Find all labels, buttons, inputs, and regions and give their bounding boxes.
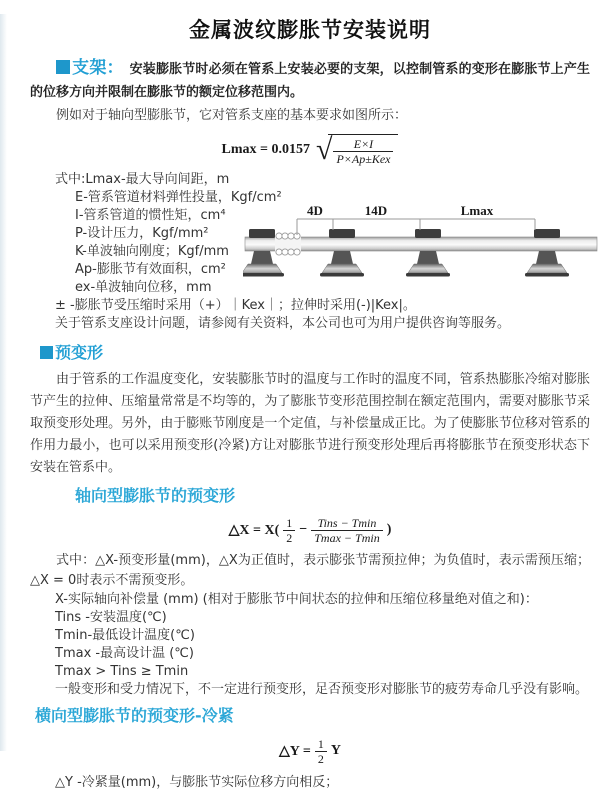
definition-line: Ap-膨胀节有效面积，cm²	[75, 262, 226, 277]
lmax-formula-denominator: P×Ap±Kex	[336, 152, 391, 166]
pipe-support	[525, 229, 569, 277]
predeform-section-heading	[40, 342, 590, 364]
fraction-numerator: Tins − Tmin	[311, 516, 382, 531]
axial-predeform-subheading: 轴向型膨胀节的预变形	[75, 486, 236, 505]
axial-definition-line: Tmin-最低设计温度(℃)	[55, 628, 195, 643]
delta-x-formula-lhs: △X = X(	[228, 522, 280, 538]
page-title: 金属波纹膨胀节安装说明	[189, 18, 431, 42]
fraction-numerator: 1	[315, 737, 327, 752]
temperature-ratio-fraction	[311, 516, 382, 545]
plus-minus-rule-line: ± -膨胀节受压缩时采用（+）｜Kex｜；拉伸时采用(-)|Kex|。	[55, 298, 416, 313]
axial-definition-line: X-实际轴向补偿量 (mm) (相对于膨胀节中间状态的拉伸和压缩位移量绝对值之和)：	[55, 592, 538, 607]
definition-line: I-管系管道的惯性矩，cm⁴	[75, 208, 226, 223]
section-bullet-icon	[40, 346, 53, 359]
delta-x-formula	[30, 513, 590, 547]
support-section-paragraph	[30, 57, 590, 104]
consulting-note-line: 关于管系支座设计问题，请参阅有关资料，本公司也可为用户提供咨询等服务。	[55, 316, 511, 331]
pipe-support-diagram-svg	[243, 204, 599, 300]
lmax-formula-numerator: E×I	[333, 137, 393, 152]
one-half-fraction	[315, 737, 327, 766]
pipe-support	[406, 229, 450, 277]
bellows-icon	[275, 233, 301, 255]
one-half-fraction	[283, 516, 295, 545]
dimension-label-14d: 14D	[364, 204, 388, 218]
delta-y-definition-line: △Y -冷紧量(mm)，与膨胀节实际位移方向相反；	[55, 775, 339, 790]
delta-y-formula-rhs: Y	[330, 743, 341, 758]
definition-line: ex-单波轴向位移，mm	[75, 280, 212, 295]
definitions-and-diagram	[30, 171, 590, 333]
definition-line: K-单波轴向刚度；Kgf/mm	[75, 244, 229, 259]
lmax-formula	[30, 131, 590, 169]
lmax-formula-lhs: Lmax = 0.0157	[221, 142, 310, 157]
delta-y-formula-lhs: △Y =	[279, 743, 311, 759]
dimension-label-4d: 4D	[307, 204, 323, 218]
square-root-icon: √	[316, 133, 333, 166]
fraction-denominator: 2	[286, 530, 293, 545]
minus-operator: −	[299, 522, 308, 537]
support-intro-text: 安装膨胀节时必须在管系上安装必要的支架，以控制管系的变形在膨胀节上产生的位移方向并限制在膨胀节的额定位移范围内。	[30, 62, 590, 100]
support-section-heading: 支架：	[72, 58, 124, 78]
definition-line: P-设计压力，Kgf/mm²	[75, 226, 209, 241]
section-bullet-icon	[56, 60, 70, 74]
delta-x-formula-rhs: )	[386, 522, 392, 537]
axial-definition-line: Tmax > Tins ≥ Tmin	[55, 664, 189, 679]
delta-y-formula	[30, 735, 590, 767]
document-page	[0, 14, 600, 793]
pipe-support	[320, 229, 364, 277]
lateral-predeform-subheading: 横向型膨胀节的预变形-冷紧	[35, 706, 234, 725]
axial-definition-line: Tmax -最高设计温 (℃)	[55, 646, 194, 661]
delta-x-explanation: 式中：△X-预变形量(mm)，△X为正值时，表示膨张节需预拉伸；为负值时，表示需预压缩；△X = 0时表示不需预变形。	[30, 553, 590, 588]
dimension-label-lmax: Lmax	[460, 204, 494, 218]
fraction-denominator: 2	[317, 751, 324, 766]
axial-note-line: 一般变形和受力情况下，不一定进行预变形，足否预变形对膨胀节的疲劳寿命几乎没有影响。	[55, 682, 589, 697]
predeform-heading-text: 预变形	[55, 343, 104, 362]
fraction-numerator: 1	[283, 516, 295, 531]
pipe-support-diagram	[243, 204, 599, 300]
fraction-denominator: Tmax − Tmin	[314, 530, 380, 545]
predeform-intro-paragraph: 由于管系的工作温度变化，安装膨胀节时的温度与工作时的温度不同，管系热膨胀冷缩对膨胀节产生的拉伸、压缩量常常是不均等的，为了膨胀节变形范围控制在额定范围内，需要对膨胀节采取预变形处理。另外，由于膨账节刚度是一个定值，与补偿量成正比。为了使膨胀节位移对管系的作用力最小，也可以采用预变形(冷紧)方让对膨胀节进行预变形处理后再将膨胀节在预变形状态下安装在管系中。	[30, 372, 590, 475]
definition-line: E-管系管道材料弹性投量，Kgf/cm²	[75, 190, 282, 205]
definitions-lead-line: 式中:Lmax-最大导向间距，m	[55, 172, 230, 187]
support-example-line: 例如对于轴向型膨胀节，它对管系支座的基本要求如图所示：	[56, 108, 408, 123]
axial-definition-line: Tins -安装温度(℃)	[55, 610, 167, 625]
lmax-formula-radicand	[328, 134, 398, 166]
